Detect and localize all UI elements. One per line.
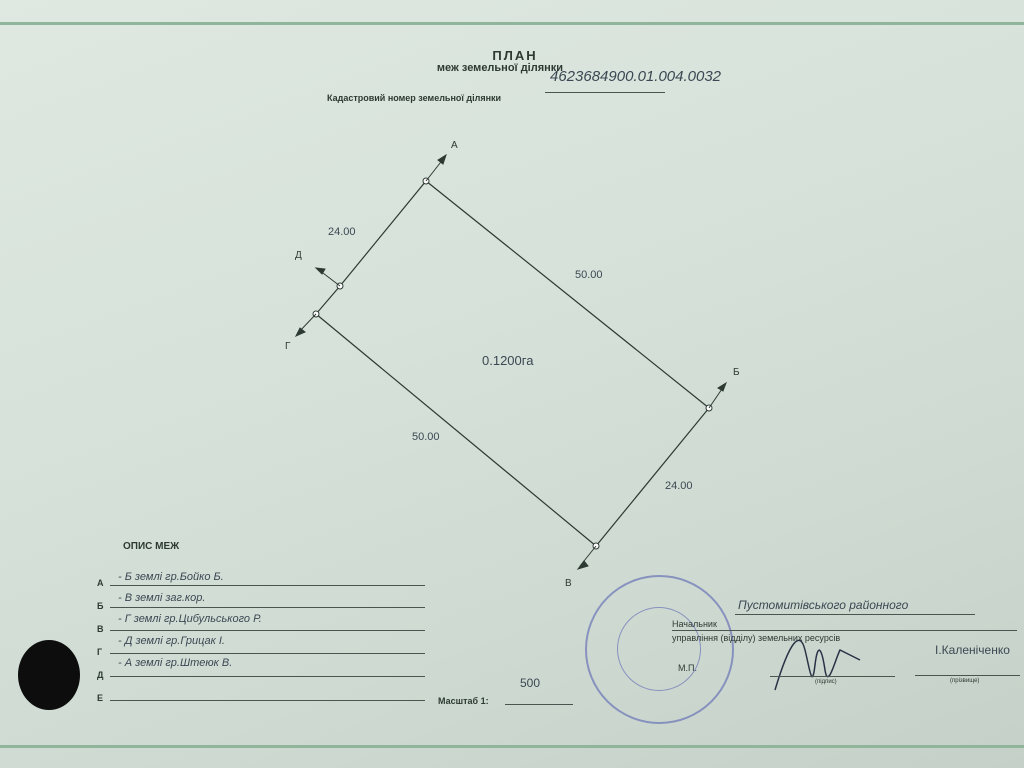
signature-underline — [770, 676, 895, 677]
side-length-ad: 24.00 — [328, 226, 356, 238]
boundary-text: - Б землі гр.Бойко Б. — [118, 571, 224, 583]
dept-label: управління (відділу) земельних ресурсів — [672, 633, 841, 643]
side-length-bv: 24.00 — [665, 480, 693, 492]
boundary-text: - Г землі гр.Цибульського Р. — [118, 613, 262, 625]
boundary-letter: Б — [97, 601, 104, 611]
boundary-text: - В землі заг.кор. — [118, 592, 206, 604]
boundaries-heading: ОПИС МЕЖ — [123, 541, 180, 552]
side-length-ab: 50.00 — [575, 269, 603, 281]
boundary-letter: Д — [97, 670, 104, 680]
boundary-letter: В — [97, 624, 104, 634]
cadastral-number: 4623684900.01.004.0032 — [550, 68, 722, 85]
boundary-text: - Д землі гр.Грицак І. — [118, 635, 225, 647]
point-label-b: Б — [733, 367, 740, 378]
document-title: ПЛАН — [492, 48, 538, 63]
parcel-area: 0.1200га — [482, 353, 534, 368]
document-subtitle: меж земельної ділянки — [436, 62, 564, 74]
head-label: Начальник — [672, 619, 717, 629]
district-name: Пустомитівського районного — [738, 598, 909, 612]
name-caption: (прізвище) — [950, 678, 980, 684]
side-length-hv: 50.00 — [412, 431, 440, 443]
point-label-d: Д — [295, 250, 302, 261]
scale-value: 500 — [520, 676, 541, 690]
boundary-letter: Е — [97, 693, 104, 703]
point-label-h: Г — [285, 341, 291, 352]
official-name: І.Каленіченко — [935, 643, 1010, 657]
point-label-a: А — [451, 140, 458, 151]
scale-label: Масштаб 1: — [438, 696, 489, 706]
signature-caption: (підпис) — [815, 679, 837, 685]
boundary-letter: А — [97, 578, 104, 588]
boundary-text: - А землі гр.Штеюк В. — [118, 657, 233, 669]
point-label-v: В — [565, 578, 572, 589]
mp-label: М.П. — [678, 663, 697, 673]
boundary-letter: Г — [97, 647, 103, 657]
cadastral-label: Кадастровий номер земельної ділянки — [327, 93, 502, 103]
name-underline — [915, 675, 1020, 676]
